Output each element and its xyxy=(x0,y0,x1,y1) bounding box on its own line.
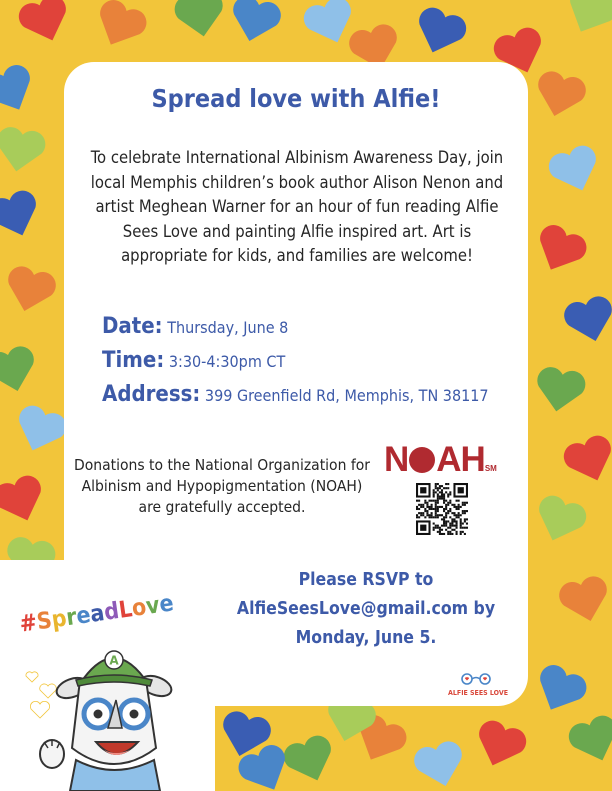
cap-letter: A xyxy=(109,653,119,668)
hashtag-letter: v xyxy=(144,592,162,620)
alfie-mascot-illustration xyxy=(10,630,210,791)
noah-logo-ah: AH xyxy=(436,440,485,479)
date-value: Thursday, June 8 xyxy=(167,318,289,337)
heart-shape xyxy=(15,0,75,49)
heart-shape xyxy=(10,402,70,459)
time-label: Time: xyxy=(102,348,165,373)
intro-paragraph: To celebrate International Albinism Awareness Day, join local Memphis children’s book author Alison Nenon and artist Meghean Warner for an hour of fun reading Alfie Sees Love and painting Alfie inspired art. Art is appropriate for kids, and families are welcome! xyxy=(90,148,504,265)
address-label: Address: xyxy=(102,382,201,407)
heart-shape xyxy=(530,492,590,549)
heart-shape xyxy=(1,263,59,317)
heart-shape xyxy=(173,0,228,41)
hashtag-letter: S xyxy=(35,607,54,636)
heart-shape xyxy=(0,472,50,529)
heart-shape xyxy=(559,0,612,42)
time-value: 3:30-4:30pm CT xyxy=(168,352,286,371)
address-value: 399 Greenfield Rd, Memphis, TN 38117 xyxy=(204,386,489,405)
heart-shape xyxy=(411,738,469,791)
rsvp-deadline: Monday, June 5. xyxy=(295,628,437,648)
noah-logo xyxy=(384,442,497,486)
time-row xyxy=(102,348,285,373)
noah-profile-icon xyxy=(409,447,435,473)
heart-shape xyxy=(545,142,605,199)
heart-shape xyxy=(0,61,41,120)
brand-name: ALFIE SEES LOVE xyxy=(448,689,508,697)
heart-shape xyxy=(560,432,612,489)
heart-shape xyxy=(226,0,284,47)
heart-shape xyxy=(89,0,151,55)
noah-logo-n: N xyxy=(384,440,409,479)
flyer-title: Spread love with Alfie! xyxy=(151,84,441,113)
hashtag-letter: a xyxy=(88,600,107,628)
heart-shape xyxy=(0,187,45,244)
rsvp-email[interactable]: AlfieSeesLove@gmail.com by xyxy=(236,599,496,619)
qr-code-icon[interactable] xyxy=(416,483,468,535)
donation-text: Donations to the National Organization for Albinism and Hypopigmentation (NOAH) are gratefully accepted. xyxy=(73,456,371,516)
date-label: Date: xyxy=(102,314,163,339)
heart-shape xyxy=(532,365,587,416)
hashtag-letter: e xyxy=(74,602,93,630)
address-row xyxy=(102,382,489,407)
hashtag-letter: o xyxy=(130,594,148,622)
heart-shape xyxy=(470,717,530,774)
hashtag-letter: L xyxy=(117,596,134,624)
hashtag-letter: d xyxy=(102,598,121,626)
heart-shape xyxy=(410,4,470,61)
heart-shape xyxy=(529,661,591,720)
hashtag-letter: e xyxy=(157,590,176,619)
hashtag-letter: # xyxy=(18,609,39,638)
heart-shape xyxy=(0,125,47,176)
heart-shape xyxy=(531,68,589,122)
heart-shape xyxy=(280,732,340,789)
brand-logo xyxy=(448,670,508,697)
rsvp-line-1: Please RSVP to xyxy=(298,570,434,590)
hashtag-letter: p xyxy=(49,605,69,634)
heart-shape xyxy=(529,221,591,280)
date-row xyxy=(102,314,288,339)
heart-shape xyxy=(561,293,612,347)
rsvp-block xyxy=(196,566,536,653)
heart-shape xyxy=(0,343,41,397)
heart-shape xyxy=(556,573,612,627)
glasses-icon xyxy=(455,671,501,685)
hashtag-letter: r xyxy=(64,604,79,632)
heart-shape xyxy=(565,712,612,769)
noah-logo-mark: SM xyxy=(484,464,497,473)
